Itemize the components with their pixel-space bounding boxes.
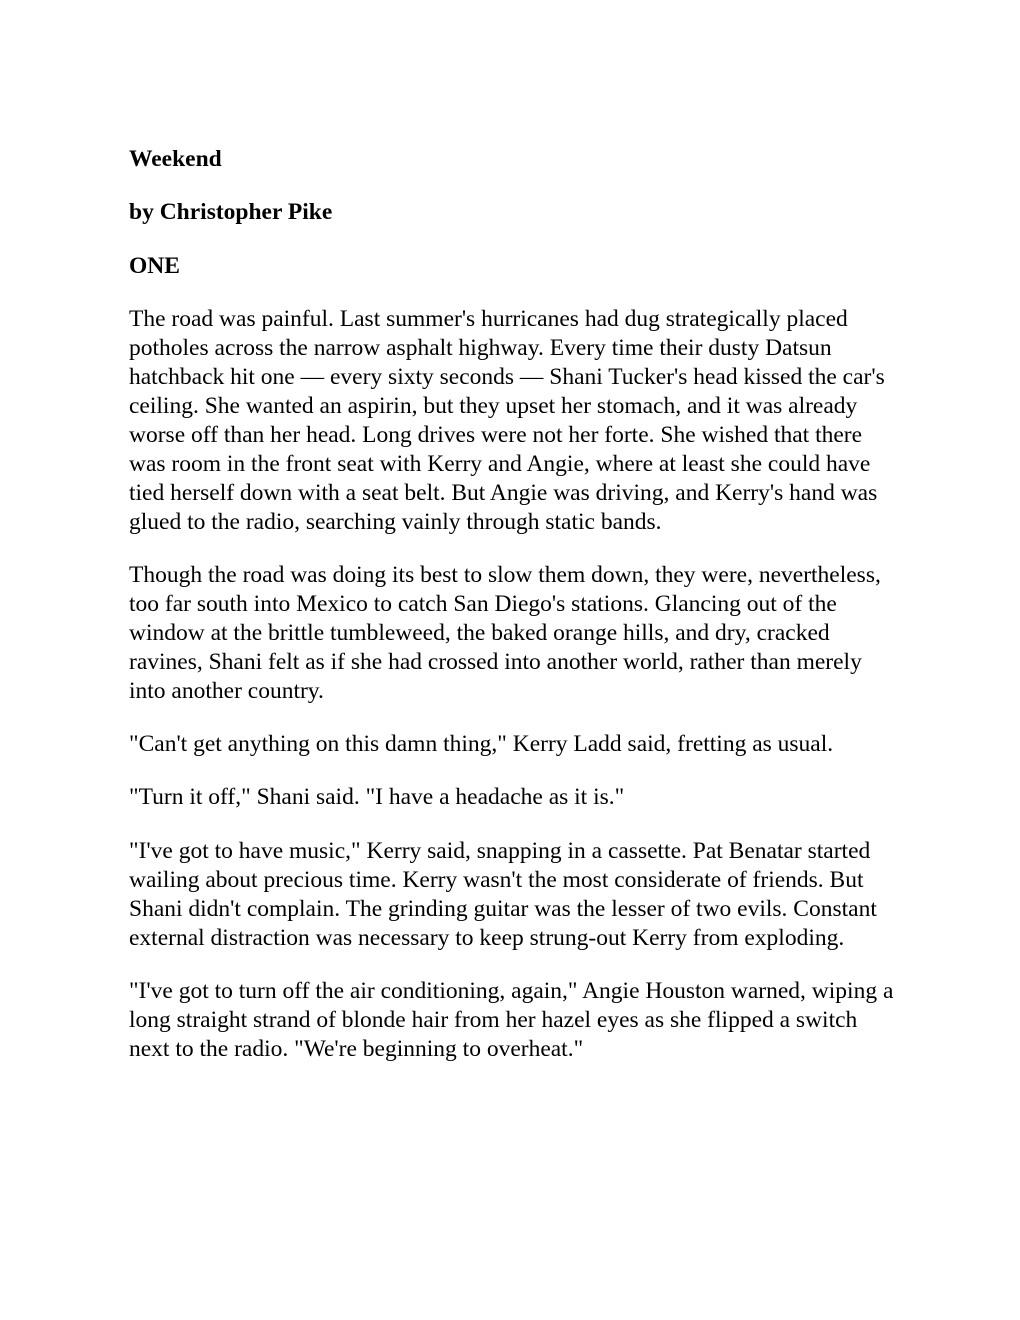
paragraph: Though the road was doing its best to slow them down, they were, nevertheless, too far south into Mexico to catch San Diego's stations. Glancing out of the window at the brittle tumbleweed, the baked orange hills, and dry, cracked ravines, Shani felt as if she had crossed into another world, rather than merely into another country. bbox=[129, 561, 881, 704]
paragraph: "Can't get anything on this damn thing," Kerry Ladd said, fretting as usual. bbox=[129, 731, 834, 757]
paragraph: "Turn it off," Shani said. "I have a headache as it is." bbox=[129, 784, 625, 811]
chapter-heading: ONE bbox=[129, 252, 180, 279]
document-title: Weekend bbox=[129, 146, 222, 172]
paragraph: "I've got to have music," Kerry said, snapping in a cassette. Pat Benatar started wailing about precious time. Kerry wasn't the most considerate of friends. But Shani didn't complain. The grinding guitar was the lesser of two evils. Constant external distraction was necessary to keep strung-out Kerry from exploding. bbox=[129, 837, 877, 951]
document-page bbox=[129, 145, 894, 1088]
author-byline: by Christopher Pike bbox=[129, 199, 333, 226]
paragraph: The road was painful. Last summer's hurricanes had dug strategically placed potholes across the narrow asphalt highway. Every time their dusty Datsun hatchback hit one — every sixty seconds — Shani Tucker's head kissed the car's ceiling. She wanted an aspirin, but they upset her stomach, and it was already worse off than her head. Long drives were not her forte. She wished that there was room in the front seat with Kerry and Angie, where at least she could have tied herself down with a seat belt. But Angie was driving, and Kerry's hand was glued to the radio, searching vainly through static bands. bbox=[129, 306, 885, 535]
paragraph: "I've got to turn off the air conditioning, again," Angie Houston warned, wiping a long straight strand of blonde hair from her hazel eyes as she flipped a switch next to the radio. "We're beginning to overheat." bbox=[129, 977, 894, 1062]
